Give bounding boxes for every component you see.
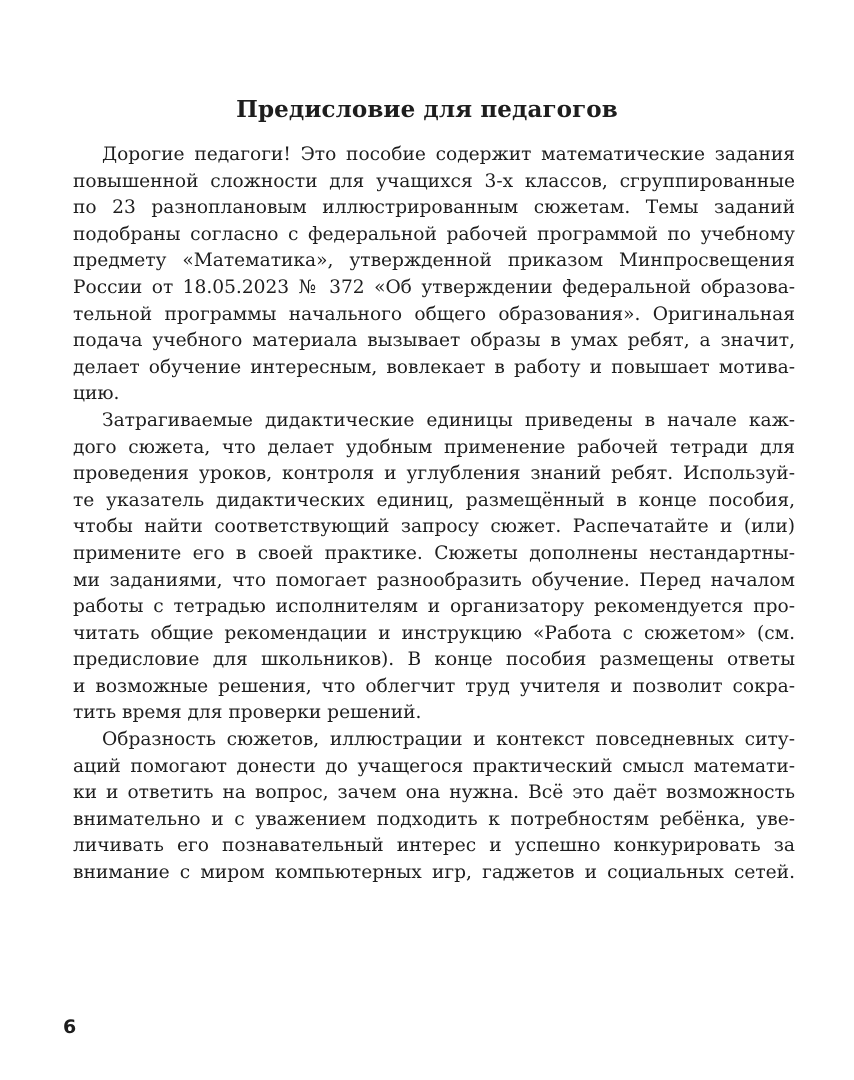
text-line: предисловие для школьников). В конце пособия размещены ответы — [73, 649, 795, 671]
text-line: примените его в своей практике. Сюжеты дополнены нестандартны- — [73, 542, 795, 564]
text-line: Образность сюжетов, иллюстрации и контекст повседневных ситу- — [102, 729, 795, 751]
text-line: и возможные решения, что облегчит труд учителя и позволит сокра- — [73, 675, 795, 697]
page-number: 6 — [63, 1016, 77, 1038]
text-line: предмету «Математика», утвержденной приказом Минпросвещения — [73, 250, 795, 272]
page-title: Предисловие для педагогов — [236, 96, 618, 123]
text-line: проведения уроков, контроля и углубления знаний ребят. Используй- — [73, 463, 795, 485]
text-line: чтобы найти соответствующий запросу сюжет. Распечатайте и (или) — [73, 516, 795, 538]
text-line: Дорогие педагоги! Это пособие содержит математические задания — [102, 144, 795, 165]
text-line: повышенной сложности для учащихся 3-х классов, сгруппированные — [73, 170, 795, 192]
text-line: Затрагиваемые дидактические единицы приведены в начале каж- — [102, 409, 795, 431]
text-line: внимательно и с уважением подходить к потребностям ребёнка, уве- — [73, 808, 795, 830]
paragraph-2 — [73, 408, 795, 727]
text-line: работы с тетрадью исполнителям и организатору рекомендуется про- — [73, 596, 795, 618]
text-line: внимание с миром компьютерных игр, гаджетов и социальных сетей. — [73, 862, 795, 884]
text-line: делает обучение интересным, вовлекает в работу и повышает мотива- — [73, 356, 795, 378]
text-line: дого сюжета, что делает удобным применение рабочей тетради для — [73, 436, 795, 458]
text-line: аций помогают донести до учащегося практический смысл математи- — [73, 755, 795, 777]
paragraph-3 — [73, 727, 795, 887]
text-line: те указатель дидактических единиц, размещённый в конце пособия, — [73, 489, 795, 511]
text-line: России от 18.05.2023 № 372 «Об утверждении федеральной образова- — [73, 276, 795, 298]
text-line: тельной программы начального общего образования». Оригинальная — [73, 303, 795, 325]
text-line: по 23 разноплановым иллюстрированным сюжетам. Темы заданий — [73, 197, 795, 219]
text-line: подача учебного материала вызывает образы в умах ребят, а значит, — [73, 330, 795, 352]
text-line: личивать его познавательный интерес и успешно конкурировать за — [73, 835, 795, 857]
body-text — [73, 142, 795, 887]
text-line: ми заданиями, что помогает разнообразить обучение. Перед началом — [73, 569, 795, 591]
text-line: цию. — [73, 383, 120, 405]
text-line: ки и ответить на вопрос, зачем она нужна. Всё это даёт возможность — [73, 782, 795, 804]
text-line: читать общие рекомендации и инструкцию «Работа с сюжетом» (см. — [73, 622, 795, 644]
text-line: тить время для проверки решений. — [73, 702, 422, 724]
text-line: подобраны согласно с федеральной рабочей программой по учебному — [73, 223, 795, 245]
paragraph-1 — [73, 142, 795, 408]
